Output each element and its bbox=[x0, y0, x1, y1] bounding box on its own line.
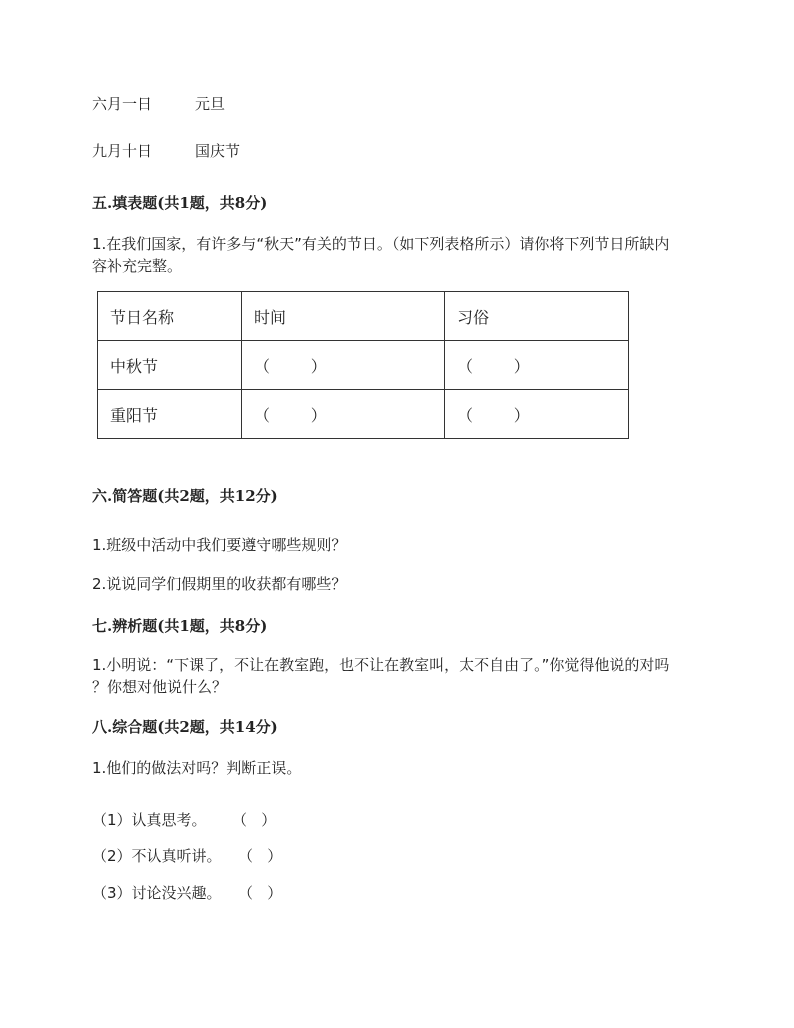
section8-q1: 1.他们的做法对吗？判断正误。 bbox=[92, 759, 302, 777]
section5-q1-line2: 容补充完整。 bbox=[92, 257, 183, 275]
section8-title: 八.综合题(共2题，共14分) bbox=[92, 718, 278, 736]
table-cell: （ ） bbox=[445, 390, 629, 439]
table-header-cell: 节日名称 bbox=[98, 292, 242, 341]
section6-q2: 2.说说同学们假期里的收获都有哪些？ bbox=[92, 575, 347, 593]
judgement-item-3: （3）讨论没兴趣。 bbox=[92, 884, 222, 902]
match-left-2: 九月十日 bbox=[92, 142, 153, 160]
judgement-blank-3[interactable]: （ ） bbox=[238, 884, 283, 902]
section5-q1-line1: 1.在我们国家，有许多与“秋天”有关的节日。（如下列表格所示）请你将下列节日所缺内 bbox=[92, 235, 670, 253]
table-cell: （ ） bbox=[445, 341, 629, 390]
table-row bbox=[98, 341, 629, 390]
judgement-item-1: （1）认真思考。 bbox=[92, 811, 207, 829]
table-cell: （ ） bbox=[242, 341, 445, 390]
table-header-cell: 习俗 bbox=[445, 292, 629, 341]
table-cell: 重阳节 bbox=[98, 390, 242, 439]
judgement-item-2: （2）不认真听讲。 bbox=[92, 847, 222, 865]
table-row bbox=[98, 390, 629, 439]
festival-table bbox=[97, 291, 629, 439]
section5-title: 五.填表题(共1题，共8分) bbox=[92, 194, 268, 212]
judgement-blank-1[interactable]: （ ） bbox=[232, 811, 277, 829]
match-right-1: 元旦 bbox=[195, 95, 226, 113]
table-cell: 中秋节 bbox=[98, 341, 242, 390]
table-cell: （ ） bbox=[242, 390, 445, 439]
match-right-2: 国庆节 bbox=[195, 142, 241, 160]
table-header-cell: 时间 bbox=[242, 292, 445, 341]
section7-title: 七.辨析题(共1题，共8分) bbox=[92, 617, 268, 635]
table-header-row bbox=[98, 292, 629, 341]
match-left-1: 六月一日 bbox=[92, 95, 153, 113]
section6-q1: 1.班级中活动中我们要遵守哪些规则？ bbox=[92, 536, 347, 554]
judgement-blank-2[interactable]: （ ） bbox=[238, 847, 283, 865]
section7-q1-line2: ？你想对他说什么？ bbox=[92, 678, 228, 696]
section7-q1-line1: 1.小明说：“下课了，不让在教室跑，也不让在教室叫，太不自由了。”你觉得他说的对吗 bbox=[92, 656, 670, 674]
section6-title: 六.简答题(共2题，共12分) bbox=[92, 487, 278, 505]
